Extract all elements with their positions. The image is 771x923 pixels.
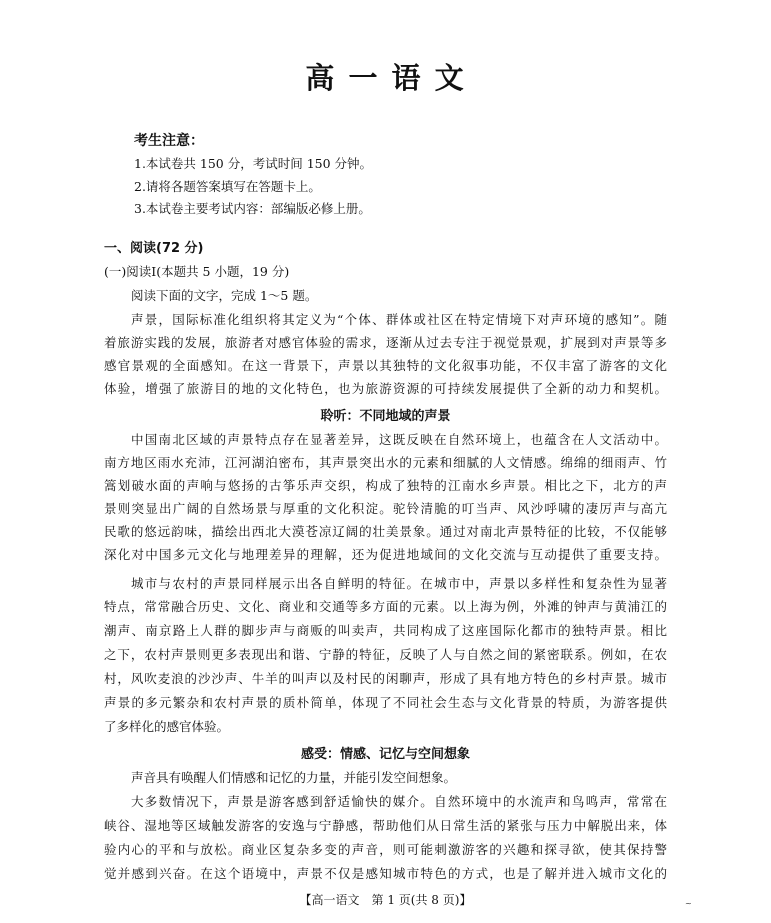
passage-line: 峡谷、湿地等区域触发游客的安逸与宁静感，帮助他们从日常生活的紧张与压力中解脱出来，体 [104,818,667,833]
passage-line: 体验，增强了旅游目的地的文化特色，也为旅游资源的可持续发展提供了全新的动力和契机。 [104,381,667,396]
passage-line: 之下，农村声景则更多表现出和谐、宁静的特征，反映了人与自然之间的紧密联系。例如，在农 [104,647,667,662]
passage-line: 南方地区雨水充沛，江河湖泊密布，其声景突出水的元素和细腻的人文情感。绵绵的细雨声、竹 [104,455,667,470]
passage-line: 特点，常常融合历史、文化、商业和交通等多方面的元素。以上海为例，外滩的钟声与黄浦江的 [104,599,667,614]
subsection-heading: (一)阅读Ⅰ(本题共 5 小题，19 分) [104,264,290,279]
passage-line: 声音具有唤醒人们情感和记忆的力量，并能引发空间想象。 [131,770,457,785]
passage-line: 着旅游实践的发展，旅游者对感官体验的需求，逐渐从过去专注于视觉景观，扩展到对声景等多 [104,335,667,350]
passage-line: 觉并感到兴奋。在这个语境中，声景不仅是感知城市特色的方式，也是了解并进入城市文化的 [104,866,667,881]
notice-item: 1.本试卷共 150 分，考试时间 150 分钟。 [134,156,373,171]
passage-line: 潮声、南京路上人群的脚步声与商贩的叫卖声，共同构成了这座国际化都市的独特声景。相比 [104,623,667,638]
page-mark: ~ [685,899,692,908]
passage-line: 大多数情况下，声景是游客感到舒适愉快的媒介。自然环境中的水流声和鸟鸣声，常常在 [131,794,667,809]
passage-line: 验内心的平和与放松。商业区复杂多变的声音，则可能刺激游客的兴趣和探寻欲，使其保持警 [104,842,667,857]
passage-line: 声景的多元繁杂和农村声景的质朴简单，体现了不同社会生态与文化背景的特质，为游客提供 [104,695,667,710]
page-footer: 【高一语文 第 1 页(共 8 页)】 [299,893,472,907]
passage-line: 城市与农村的声景同样展示出各自鲜明的特征。在城市中，声景以多样性和复杂性为显著 [131,576,667,591]
passage-line: 深化对中国多元文化与地理差异的理解，还为促进地域间的文化交流与互动提供了重要支持。 [104,547,667,562]
notice-item: 3.本试卷主要考试内容：部编版必修上册。 [134,201,371,216]
passage-heading: 感受：情感、记忆与空间想象 [300,747,470,762]
instruction: 阅读下面的文字，完成 1～5 题。 [131,288,318,303]
section-heading: 一、阅读(72 分) [104,241,204,256]
passage-line: 了多样化的感官体验。 [104,719,230,734]
notice-item: 2.请将各题答案填写在答题卡上。 [134,179,321,194]
passage-line: 感官景观的全面感知。在这一背景下，声景以其独特的文化叙事功能，不仅丰富了游客的文化 [104,358,667,373]
passage-line: 景则突显出广阔的自然场景与厚重的文化积淀。驼铃清脆的叮当声、风沙呼啸的凄厉声与高亢 [104,501,667,516]
notice-heading: 考生注意： [134,133,204,149]
passage-line: 中国南北区域的声景特点存在显著差异，这既反映在自然环境上，也蕴含在人文活动中。 [131,432,667,447]
passage-line: 村，风吹麦浪的沙沙声、牛羊的叫声以及村民的闲聊声，形成了具有地方特色的乡村声景。城市 [104,671,667,686]
page-title: 高 一 语 文 [305,61,466,95]
passage-line: 民歌的悠远韵味，描绘出西北大漠苍凉辽阔的壮美景象。通过对南北声景特征的比较，不仅能够 [104,524,667,539]
passage-line: 声景，国际标准化组织将其定义为“个体、群体或社区在特定情境下对声环境的感知”。随 [131,312,667,327]
passage-line: 篙划破水面的声响与悠扬的古筝乐声交织，构成了独特的江南水乡声景。相比之下，北方的声 [104,478,667,493]
passage-heading: 聆听：不同地域的声景 [320,409,451,424]
